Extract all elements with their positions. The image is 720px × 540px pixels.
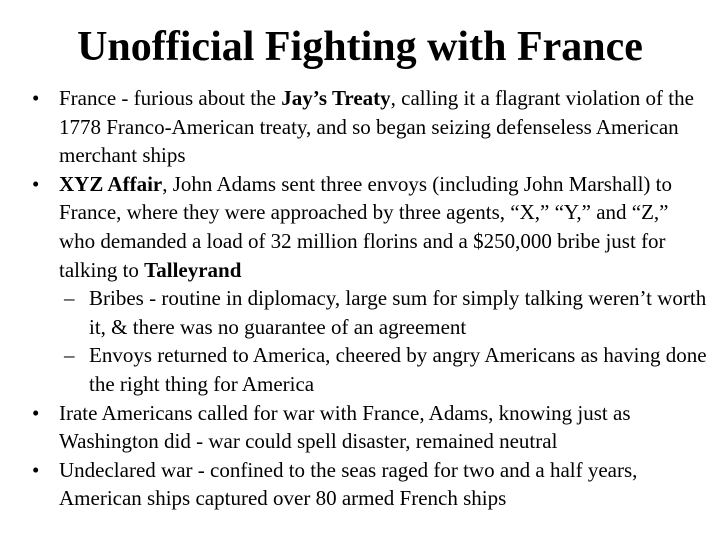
slide-title: Unofficial Fighting with France: [77, 24, 643, 70]
sub-bullet-text: Bribes - routine in diplomacy, large sum for simply talking weren’t worth it, & there was no guarantee of an agreement: [89, 286, 707, 339]
sub-bullet-marker: –: [64, 286, 75, 311]
bullet-emphasis: Jay’s Treaty: [281, 86, 391, 110]
bullet-undeclared-war: [32, 456, 708, 513]
bullet-jays-treaty: [32, 84, 708, 170]
sub-bullet-marker: –: [64, 343, 75, 368]
bullet-marker: •: [32, 86, 40, 110]
sub-bullet-text: Envoys returned to America, cheered by angry Americans as having done the right thing for America: [89, 343, 707, 396]
bullet-marker: •: [32, 400, 40, 425]
bullet-text: France - furious about the: [59, 86, 282, 110]
slide-content: [32, 84, 708, 513]
bullet-text: Undeclared war - confined to the seas raged for two and a half years, American ships captured over 80 armed French ships: [59, 457, 638, 511]
bullet-text: Irate Americans called for war with France, Adams, knowing just as Washington did - war could spell disaster, remained neutral: [59, 400, 631, 454]
bullet-xyz-affair: [32, 170, 708, 284]
bullet-marker: •: [32, 457, 40, 482]
sub-bullet-bribes: [32, 284, 708, 341]
sub-bullet-envoys: [32, 341, 708, 398]
bullet-text: , calling it a flagrant violation of the 1778 Franco-American treaty, and so began seizing defenseless American merchant ships: [59, 86, 694, 168]
bullet-emphasis: XYZ Affair: [59, 171, 163, 196]
bullet-irate-americans: [32, 399, 708, 456]
bullet-text: , John Adams sent three envoys (including John Marshall) to France, where they were approached by three agents, “X,” “Y,” and “Z,” who demanded a load of 32 million florins and a $250,000 bribe just for talking to: [59, 171, 673, 282]
bullet-marker: •: [32, 171, 40, 196]
bullet-emphasis: Talleyrand: [144, 257, 242, 282]
